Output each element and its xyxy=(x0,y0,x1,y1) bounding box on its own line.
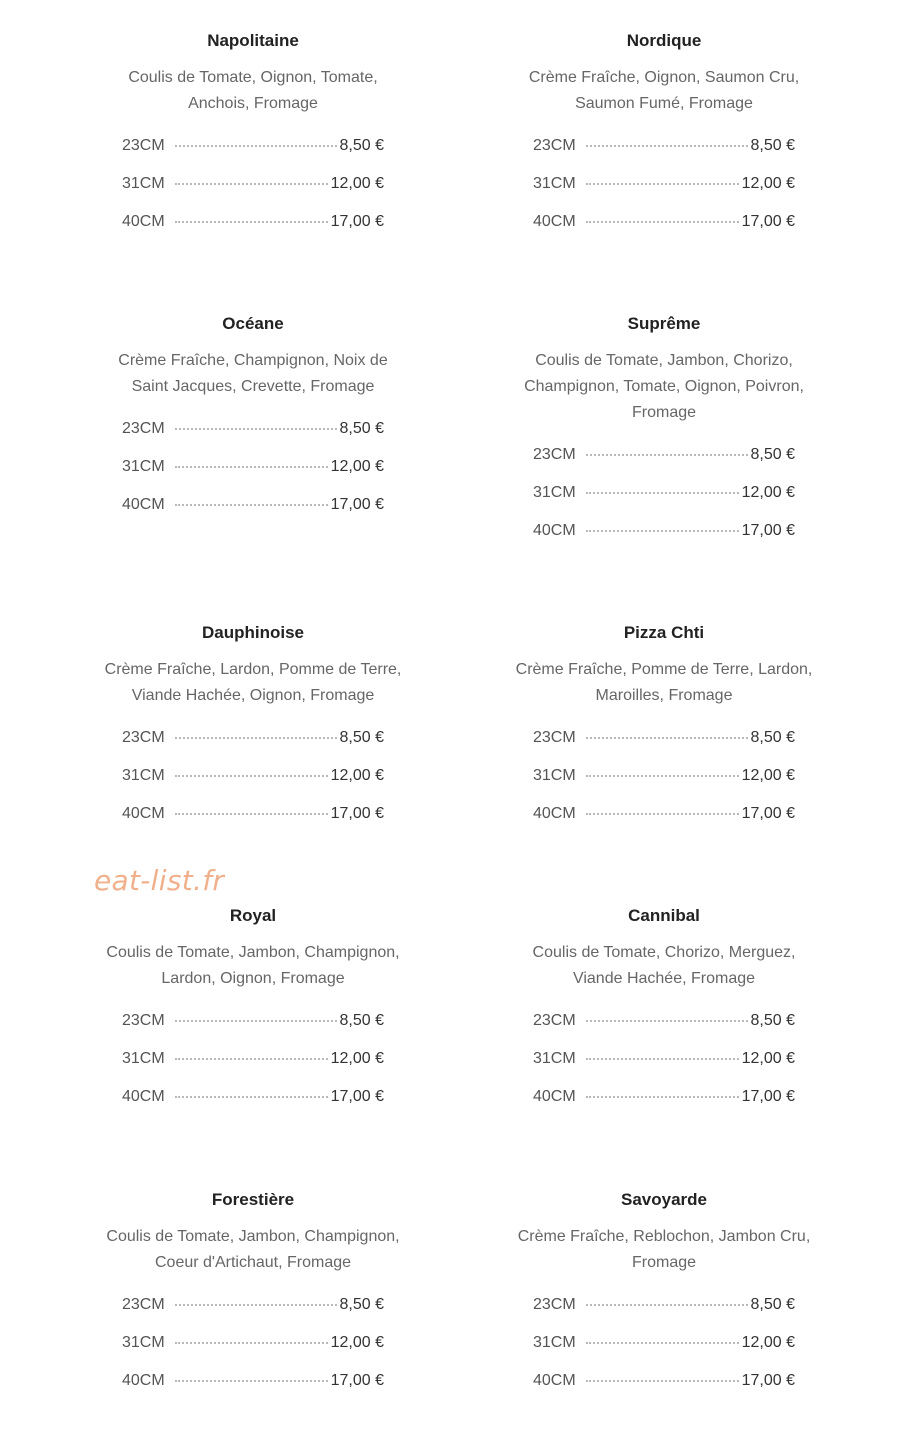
price-value: 12,00 € xyxy=(741,1334,795,1351)
price-list xyxy=(122,728,384,842)
pizza-description: Crème Fraîche, Reblochon, Jambon Cru, Fromage xyxy=(517,1228,811,1271)
watermark-text: eat-list.fr xyxy=(94,864,225,897)
size-label: 23CM xyxy=(122,729,165,746)
price-value: 12,00 € xyxy=(330,458,384,475)
price-row xyxy=(122,766,384,804)
size-label: 40CM xyxy=(122,496,165,513)
pizza-name: Savoyarde xyxy=(621,1190,707,1209)
size-label: 31CM xyxy=(533,1334,576,1351)
price-value: 17,00 € xyxy=(330,1372,384,1389)
price-row xyxy=(122,804,384,842)
dot-leader xyxy=(586,1020,748,1022)
price-value: 8,50 € xyxy=(339,137,384,154)
price-row xyxy=(533,1049,795,1087)
dot-leader xyxy=(586,454,748,456)
price-value: 12,00 € xyxy=(741,1050,795,1067)
dot-leader xyxy=(586,492,739,494)
price-list xyxy=(533,445,795,559)
pizza-card-nordique xyxy=(514,31,814,250)
price-list xyxy=(122,1011,384,1125)
dot-leader xyxy=(175,1304,337,1306)
pizza-description: Coulis de Tomate, Jambon, Champignon, Lardon, Oignon, Fromage xyxy=(106,944,400,987)
price-value: 17,00 € xyxy=(741,1372,795,1389)
price-list xyxy=(533,1011,795,1125)
price-value: 12,00 € xyxy=(330,1050,384,1067)
price-row xyxy=(122,1049,384,1087)
dot-leader xyxy=(586,145,748,147)
price-value: 8,50 € xyxy=(750,1296,795,1313)
size-label: 23CM xyxy=(122,420,165,437)
pizza-name: Océane xyxy=(222,314,284,333)
pizza-card-napolitaine xyxy=(103,31,403,250)
size-label: 40CM xyxy=(122,213,165,230)
price-value: 8,50 € xyxy=(339,420,384,437)
price-value: 17,00 € xyxy=(330,805,384,822)
price-row xyxy=(533,136,795,174)
dot-leader xyxy=(586,1304,748,1306)
price-row xyxy=(122,728,384,766)
pizza-card-forestiere xyxy=(103,1190,403,1409)
size-label: 31CM xyxy=(122,458,165,475)
price-list xyxy=(122,1295,384,1409)
price-list xyxy=(533,1295,795,1409)
pizza-name: Forestière xyxy=(211,1190,295,1209)
pizza-name: Napolitaine xyxy=(207,31,299,50)
size-label: 31CM xyxy=(122,767,165,784)
pizza-name: Royal xyxy=(229,906,277,925)
price-value: 8,50 € xyxy=(750,137,795,154)
size-label: 31CM xyxy=(122,1050,165,1067)
dot-leader xyxy=(175,1058,328,1060)
dot-leader xyxy=(586,737,748,739)
size-label: 40CM xyxy=(122,1088,165,1105)
dot-leader xyxy=(586,1058,739,1060)
price-value: 17,00 € xyxy=(330,1088,384,1105)
pizza-description: Coulis de Tomate, Jambon, Champignon, Coeur d'Artichaut, Fromage xyxy=(106,1228,400,1271)
dot-leader xyxy=(586,1342,739,1344)
price-list xyxy=(122,136,384,250)
price-row xyxy=(122,212,384,250)
size-label: 31CM xyxy=(533,175,576,192)
size-label: 23CM xyxy=(122,1012,165,1029)
pizza-name: Nordique xyxy=(626,31,702,50)
price-row xyxy=(533,728,795,766)
size-label: 23CM xyxy=(533,729,576,746)
size-label: 23CM xyxy=(122,137,165,154)
size-label: 40CM xyxy=(533,805,576,822)
price-row xyxy=(533,1371,795,1409)
price-value: 8,50 € xyxy=(339,1296,384,1313)
price-row xyxy=(533,1295,795,1333)
price-row xyxy=(122,1295,384,1333)
price-row xyxy=(122,174,384,212)
size-label: 40CM xyxy=(533,522,576,539)
price-value: 12,00 € xyxy=(741,767,795,784)
dot-leader xyxy=(175,775,328,777)
price-value: 12,00 € xyxy=(330,767,384,784)
dot-leader xyxy=(586,775,739,777)
dot-leader xyxy=(175,1020,337,1022)
price-row xyxy=(533,1011,795,1049)
size-label: 23CM xyxy=(533,1296,576,1313)
price-list xyxy=(533,136,795,250)
price-value: 17,00 € xyxy=(741,522,795,539)
price-value: 8,50 € xyxy=(750,729,795,746)
pizza-card-oceane xyxy=(103,314,403,533)
price-value: 12,00 € xyxy=(330,175,384,192)
price-value: 8,50 € xyxy=(339,1012,384,1029)
size-label: 23CM xyxy=(533,446,576,463)
price-list xyxy=(533,728,795,842)
pizza-name: Dauphinoise xyxy=(201,623,304,642)
price-row xyxy=(122,1087,384,1125)
price-row xyxy=(533,1087,795,1125)
size-label: 40CM xyxy=(122,1372,165,1389)
price-row xyxy=(533,483,795,521)
dot-leader xyxy=(586,221,739,223)
pizza-name: Cannibal xyxy=(628,906,700,925)
price-row xyxy=(533,766,795,804)
price-value: 17,00 € xyxy=(330,213,384,230)
price-row xyxy=(122,495,384,533)
dot-leader xyxy=(175,1096,328,1098)
dot-leader xyxy=(175,737,337,739)
price-row xyxy=(533,174,795,212)
price-row xyxy=(122,419,384,457)
dot-leader xyxy=(586,813,739,815)
pizza-card-supreme xyxy=(514,314,814,559)
size-label: 40CM xyxy=(122,805,165,822)
dot-leader xyxy=(586,1380,739,1382)
price-list xyxy=(122,419,384,533)
price-row xyxy=(122,457,384,495)
price-value: 17,00 € xyxy=(330,496,384,513)
size-label: 40CM xyxy=(533,1088,576,1105)
price-value: 8,50 € xyxy=(339,729,384,746)
price-row xyxy=(533,521,795,559)
price-row xyxy=(122,1371,384,1409)
size-label: 40CM xyxy=(533,1372,576,1389)
size-label: 23CM xyxy=(533,137,576,154)
price-row xyxy=(122,136,384,174)
pizza-description: Coulis de Tomate, Jambon, Chorizo, Champignon, Tomate, Oignon, Poivron, Fromage xyxy=(524,352,804,421)
pizza-card-savoyarde xyxy=(514,1190,814,1409)
pizza-card-pizza-chti xyxy=(514,623,814,842)
price-row xyxy=(533,1333,795,1371)
price-value: 17,00 € xyxy=(741,805,795,822)
pizza-card-cannibal xyxy=(514,906,814,1125)
dot-leader xyxy=(175,145,337,147)
dot-leader xyxy=(175,1342,328,1344)
pizza-description: Crème Fraîche, Oignon, Saumon Cru, Saumon Fumé, Fromage xyxy=(528,69,800,112)
price-value: 12,00 € xyxy=(741,175,795,192)
price-value: 12,00 € xyxy=(330,1334,384,1351)
pizza-card-dauphinoise xyxy=(103,623,403,842)
size-label: 31CM xyxy=(533,767,576,784)
size-label: 31CM xyxy=(122,175,165,192)
size-label: 31CM xyxy=(122,1334,165,1351)
price-row xyxy=(122,1011,384,1049)
dot-leader xyxy=(175,1380,328,1382)
size-label: 31CM xyxy=(533,484,576,501)
dot-leader xyxy=(175,428,337,430)
pizza-card-royal xyxy=(103,906,403,1125)
price-value: 12,00 € xyxy=(741,484,795,501)
dot-leader xyxy=(175,466,328,468)
price-row xyxy=(533,804,795,842)
pizza-description: Coulis de Tomate, Oignon, Tomate, Anchois, Fromage xyxy=(128,69,378,112)
size-label: 31CM xyxy=(533,1050,576,1067)
price-value: 8,50 € xyxy=(750,446,795,463)
price-value: 8,50 € xyxy=(750,1012,795,1029)
dot-leader xyxy=(175,813,328,815)
pizza-description: Crème Fraîche, Lardon, Pomme de Terre, Viande Hachée, Oignon, Fromage xyxy=(104,661,402,704)
dot-leader xyxy=(586,183,739,185)
pizza-description: Crème Fraîche, Champignon, Noix de Saint Jacques, Crevette, Fromage xyxy=(118,352,388,395)
pizza-name: Suprême xyxy=(627,314,701,333)
size-label: 40CM xyxy=(533,213,576,230)
dot-leader xyxy=(175,221,328,223)
price-row xyxy=(122,1333,384,1371)
pizza-description: Coulis de Tomate, Chorizo, Merguez, Viande Hachée, Fromage xyxy=(532,944,796,987)
dot-leader xyxy=(586,1096,739,1098)
size-label: 23CM xyxy=(533,1012,576,1029)
dot-leader xyxy=(175,504,328,506)
price-row xyxy=(533,212,795,250)
pizza-name: Pizza Chti xyxy=(623,623,705,642)
price-value: 17,00 € xyxy=(741,1088,795,1105)
pizza-description: Crème Fraîche, Pomme de Terre, Lardon, Maroilles, Fromage xyxy=(515,661,813,704)
price-value: 17,00 € xyxy=(741,213,795,230)
price-row xyxy=(533,445,795,483)
size-label: 23CM xyxy=(122,1296,165,1313)
dot-leader xyxy=(175,183,328,185)
dot-leader xyxy=(586,530,739,532)
